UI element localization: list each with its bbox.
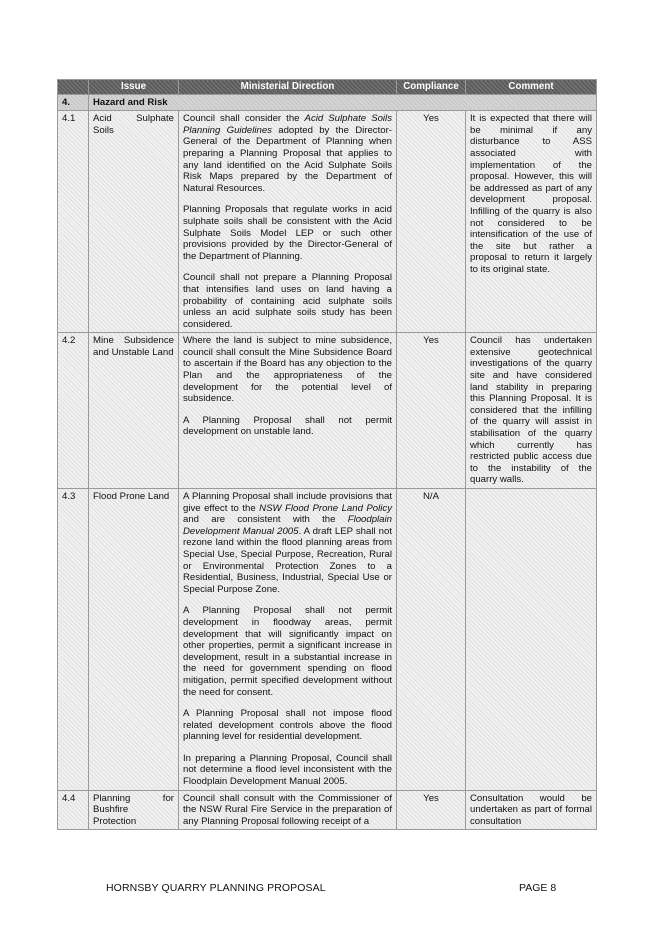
- footer-page-number: PAGE 8: [519, 882, 557, 894]
- direction-paragraph: [183, 113, 392, 194]
- row-direction: [179, 111, 397, 333]
- direction-paragraph: [183, 491, 392, 595]
- row-issue: Flood Prone Land: [89, 489, 179, 791]
- direction-text: Council shall not prepare a Planning Proposal that intensifies land uses on land having a probability of containing acid sulphate soils unless an acid sulphate soils study has been considered.: [183, 272, 392, 330]
- direction-text: . A draft LEP shall not rezone land within the flood planning areas from Special Use, Special Purpose, Recreation, Rural or Environmental Protection Zones to a Residential, Business, Industrial, Special Use or Special Purpose Zone.: [183, 525, 393, 595]
- direction-text: Council shall consider the: [183, 113, 305, 125]
- direction-text: In preparing a Planning Proposal, Council shall not determine a flood level inconsistent with the Floodplain Development Manual 2005.: [183, 752, 392, 788]
- direction-text: and are consistent with the: [183, 514, 348, 526]
- header-comment: Comment: [466, 80, 597, 95]
- direction-paragraph: [183, 204, 392, 262]
- ministerial-directions-table: [57, 79, 597, 830]
- row-comment: Council has undertaken extensive geotechnical investigations of the quarry site and have considered land stability in preparing this Planning Proposal. It is considered that the infilling of the quarry will assist in stabilisation of the quarry which currently has restricted public access due to the instability of the quarry walls.: [466, 333, 597, 489]
- row-issue: Planning for Bushfire Protection: [89, 790, 179, 830]
- direction-text: Where the land is subject to mine subsidence, council shall consult the Mine Subsidence Board to ascertain if the Board has any objection to the Plan and the appropriateness of the development for the potential level of subsidence.: [183, 335, 392, 405]
- direction-text: A Planning Proposal shall include provisions that give effect to the: [183, 491, 392, 514]
- row-issue: Mine Subsidence and Unstable Land: [89, 333, 179, 489]
- row-comment: Consultation would be undertaken as part of formal consultation: [466, 790, 597, 830]
- direction-text: adopted by the Director-General of the Department of Planning when preparing a Planning Proposal that applies to any land identified on the Acid Sulphate Soils Risk Maps prepared by the Department of Natural Resources.: [183, 124, 392, 194]
- table-header-row: [58, 80, 597, 95]
- direction-text: A Planning Proposal shall not permit development in floodway areas, permit development that will significantly impact on other properties, permit a significant increase in development, result in a substantial increase in the need for government spending on flood mitigation, permit specified development without the need for consent.: [183, 605, 392, 698]
- table-row: [58, 790, 597, 830]
- direction-paragraph: [183, 415, 392, 438]
- header-issue: Issue: [89, 80, 179, 95]
- direction-paragraph: [183, 605, 392, 698]
- row-direction: [179, 333, 397, 489]
- table-row: [58, 111, 597, 333]
- row-direction: [179, 489, 397, 791]
- row-compliance: Yes: [397, 333, 466, 489]
- header-compliance: Compliance: [397, 80, 466, 95]
- footer-document-title: HORNSBY QUARRY PLANNING PROPOSAL: [106, 882, 326, 894]
- direction-italic-text: Acid Sulphate Soils Planning Guidelines: [183, 113, 392, 136]
- direction-paragraph: [183, 708, 392, 743]
- row-number: 4.1: [58, 111, 89, 333]
- row-direction: Council shall consult with the Commissioner of the NSW Rural Fire Service in the preparation of any Planning Proposal following receipt of a: [179, 790, 397, 830]
- direction-italic-text: Floodplain Development Manual 2005: [183, 514, 392, 537]
- direction-text: A Planning Proposal shall not impose flood related development controls above the flood planning level for residential development.: [183, 708, 392, 743]
- table-row: [58, 333, 597, 489]
- row-comment: [466, 489, 597, 791]
- table-row: [58, 489, 597, 791]
- row-compliance: Yes: [397, 111, 466, 333]
- row-number: 4.4: [58, 790, 89, 830]
- row-number: 4.2: [58, 333, 89, 489]
- direction-text: Planning Proposals that regulate works in acid sulphate soils shall be consistent with the Acid Sulphate Soils Model LEP or such other provisions provided by the Director-General of the Department of Planning.: [183, 204, 392, 262]
- direction-paragraph: [183, 753, 392, 788]
- section-row-hazard-and-risk: [58, 94, 597, 111]
- row-number: 4.3: [58, 489, 89, 791]
- direction-text: A Planning Proposal shall not permit development on unstable land.: [183, 414, 392, 438]
- direction-paragraph: [183, 335, 392, 405]
- header-number-cell: [58, 80, 89, 95]
- section-number: 4.: [58, 94, 89, 111]
- direction-paragraph: [183, 272, 392, 330]
- row-compliance: N/A: [397, 489, 466, 791]
- row-issue: Acid Sulphate Soils: [89, 111, 179, 333]
- header-ministerial-direction: Ministerial Direction: [179, 80, 397, 95]
- section-title: Hazard and Risk: [89, 94, 597, 111]
- direction-italic-text: NSW Flood Prone Land Policy: [259, 502, 392, 514]
- row-compliance: Yes: [397, 790, 466, 830]
- row-comment: It is expected that there will be minimal if any disturbance to ASS associated with implementation of the proposal. However, this will be addressed as part of any development proposal. Infilling of the quarry is also not considered to be intensification of the use of the site but rather a proposal to return it largely to its original state.: [466, 111, 597, 333]
